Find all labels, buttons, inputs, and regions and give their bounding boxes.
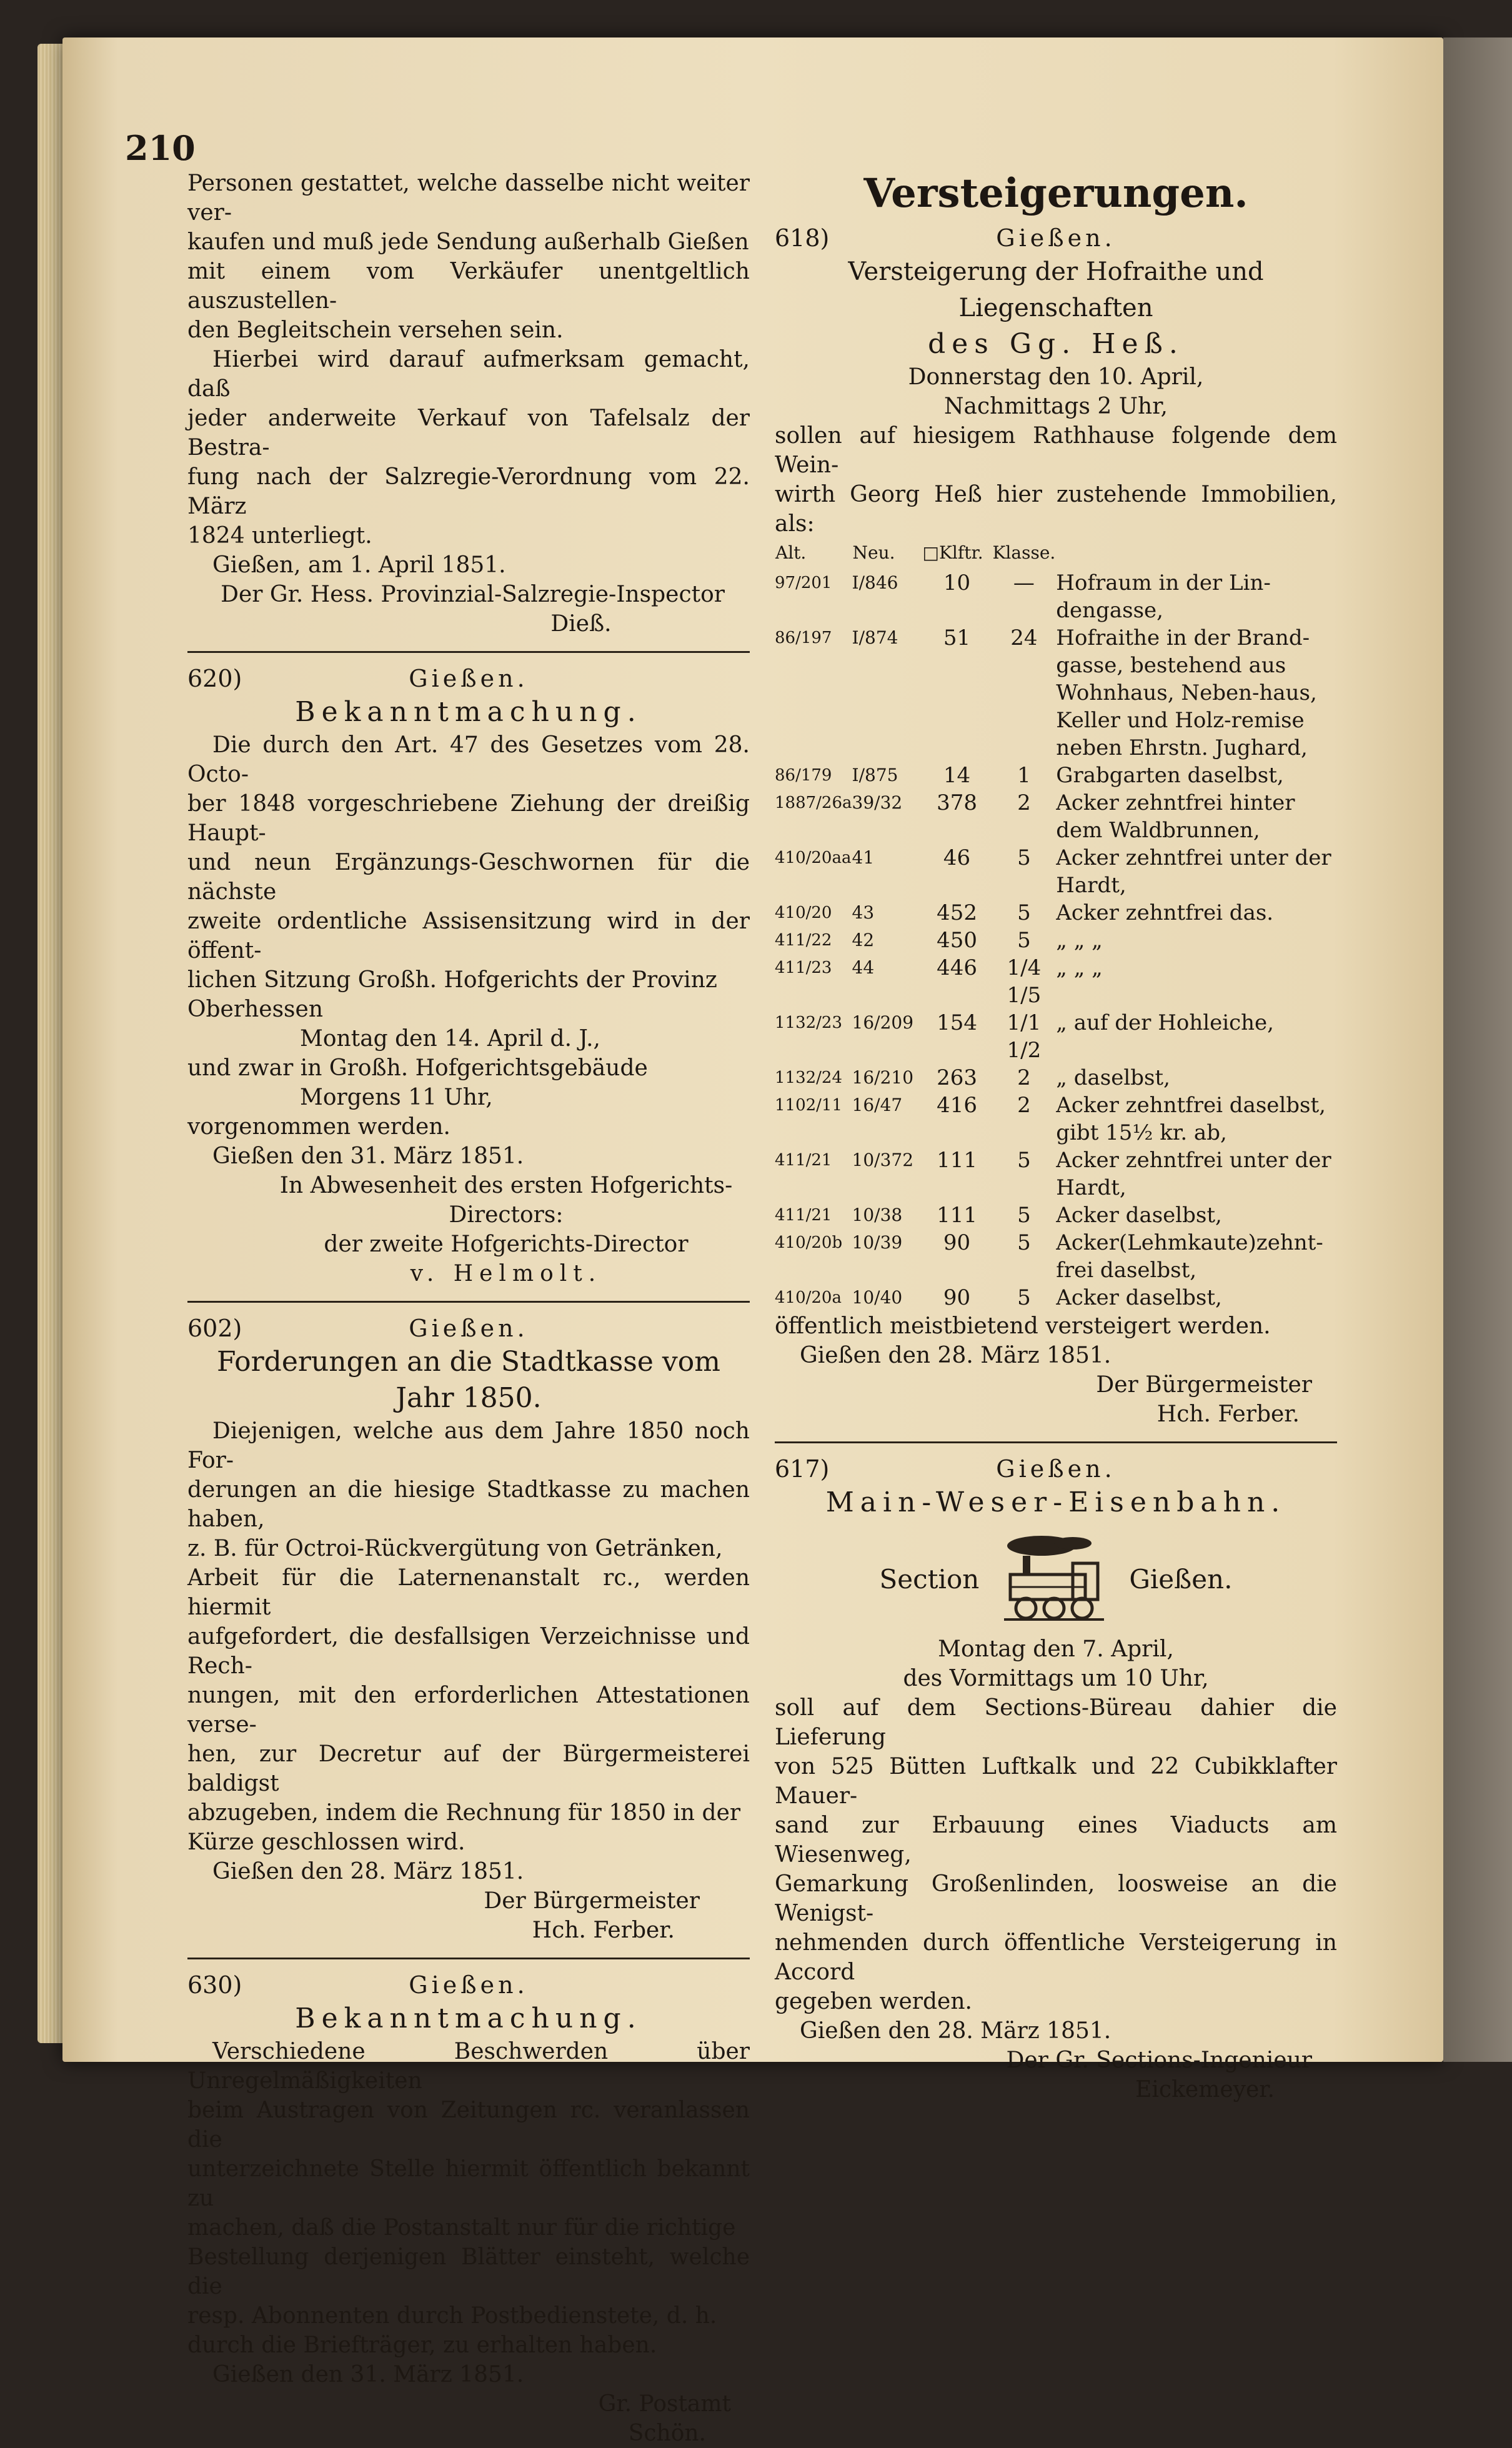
- column-header: □Klftr.: [922, 542, 983, 563]
- table-cell-klasse: 5: [1017, 845, 1031, 870]
- table-cell-desc: Acker zehntfrei unter der Hardt,: [1056, 1148, 1331, 1200]
- table-cell-desc: Acker zehntfrei hinter dem Waldbrunnen,: [1056, 790, 1295, 843]
- text-line: den Begleitschein versehen sein.: [187, 317, 564, 343]
- table-cell-klasse: 5: [1017, 1230, 1031, 1255]
- table-cell-kl: 14: [943, 763, 971, 788]
- table-cell-klasse: 5: [1017, 900, 1031, 925]
- text-line: Morgens 11 Uhr,: [300, 1085, 493, 1110]
- table-cell-kl: 90: [943, 1285, 971, 1310]
- section-label-left: Section: [879, 1563, 980, 1595]
- notice-number: 617): [775, 1455, 830, 1483]
- text-line: ber 1848 vorgeschriebene Ziehung der dreißig Haupt-: [187, 791, 750, 846]
- signature: der zweite Hofgerichts-Director: [324, 1231, 689, 1257]
- table-row: [775, 569, 1337, 624]
- notice-title: Bekanntmachung.: [295, 696, 642, 728]
- table-cell-neu: 10/38: [852, 1205, 903, 1225]
- signature: Der Bürgermeister: [1096, 1372, 1312, 1398]
- table-cell-klasse: 1/4 1/5: [1007, 955, 1042, 1008]
- table-cell-alt: 411/21: [775, 1206, 832, 1225]
- signature: Der Gr. Hess. Provinzial-Salzregie-Inspector: [221, 582, 725, 607]
- signature: Der Gr. Sections-Ingenieur: [1006, 2047, 1312, 2073]
- table-cell-neu: 10/372: [852, 1150, 914, 1170]
- table-cell-alt: 411/23: [775, 958, 832, 977]
- text-line: Donnerstag den 10. April,: [908, 364, 1204, 390]
- text-line: gegeben werden.: [775, 1989, 972, 2014]
- table-row: [775, 844, 1337, 899]
- text-line: derungen an die hiesige Stadtkasse zu machen haben,: [187, 1477, 750, 1532]
- table-cell-neu: 43: [852, 902, 875, 923]
- text-line: hen, zur Decretur auf der Bürgermeisterei baldigst: [187, 1741, 750, 1796]
- table-cell-desc: Acker daselbst,: [1056, 1285, 1222, 1310]
- table-cell-desc: Hofraithe in der Brand-gasse, bestehend aus Wohnhaus, Neben-haus, Keller und Holz-remise neben Ehrstn. Jughard,: [1056, 625, 1317, 760]
- text-line: sand zur Erbauung eines Viaducts am Wiesenweg,: [775, 1813, 1337, 1868]
- table-cell-alt: 410/20a: [775, 1288, 842, 1307]
- divider: [775, 1441, 1337, 1443]
- table-row: [775, 1202, 1337, 1229]
- table-cell-desc: „ „ „: [1056, 928, 1103, 953]
- table-cell-kl: 46: [943, 845, 971, 870]
- divider: [187, 1301, 750, 1303]
- text-line: beim Austragen von Zeitungen rc. veranlassen die: [187, 2097, 750, 2152]
- date-line: Gießen den 31. März 1851.: [212, 1143, 524, 1169]
- text-line: des Vormittags um 10 Uhr,: [903, 1666, 1209, 1691]
- notice-title: des Gg. Heß.: [928, 328, 1184, 360]
- table-cell-alt: 411/21: [775, 1151, 832, 1170]
- table-cell-neu: 10/39: [852, 1232, 903, 1253]
- notice-header: [187, 1969, 750, 2001]
- table-cell-neu: 42: [852, 930, 875, 950]
- table-cell-neu: 16/47: [852, 1095, 903, 1115]
- table-cell-desc: Hofraum in der Lin-dengasse,: [1056, 570, 1271, 623]
- signature: Directors:: [449, 1202, 564, 1228]
- column-header: Neu.: [852, 542, 895, 563]
- table-cell-kl: 450: [937, 928, 977, 953]
- table-cell-desc: Acker zehntfrei unter der Hardt,: [1056, 845, 1331, 898]
- table-cell-desc: Acker zehntfrei daselbst, gibt 15½ kr. ab,: [1056, 1093, 1326, 1145]
- table-cell-neu: 16/210: [852, 1067, 914, 1088]
- text-line: sollen auf hiesigem Rathhause folgende dem Wein-: [775, 423, 1337, 478]
- table-row: [775, 1147, 1337, 1202]
- table-row: [775, 762, 1337, 789]
- table-cell-klasse: 2: [1017, 1093, 1031, 1118]
- column-header: Klasse.: [992, 542, 1056, 563]
- text-line: wirth Georg Heß hier zustehende Immobilien, als:: [775, 482, 1337, 537]
- table-cell-klasse: 1: [1017, 763, 1031, 788]
- text-line: und zwar in Großh. Hofgerichtsgebäude: [187, 1055, 648, 1081]
- signature-name: v. Helmolt.: [410, 1261, 602, 1286]
- notice-place: Gießen.: [409, 1315, 529, 1342]
- table-cell-alt: 1887/26a: [775, 794, 852, 812]
- table-cell-kl: 446: [937, 955, 977, 980]
- notice-header: [187, 663, 750, 694]
- date-line: Gießen, am 1. April 1851.: [212, 552, 506, 578]
- table-cell-kl: 111: [937, 1148, 977, 1173]
- signature-name: Dieß.: [550, 611, 612, 637]
- notice-header: [775, 1453, 1337, 1485]
- signature-name: Hch. Ferber.: [532, 1918, 675, 1943]
- table-cell-neu: I/846: [852, 572, 898, 593]
- table-row: [775, 954, 1337, 1009]
- signature-name: Hch. Ferber.: [1156, 1401, 1300, 1427]
- table-cell-neu: 41: [852, 847, 875, 868]
- notice-title: Jahr 1850.: [395, 1382, 542, 1414]
- notice-number: 630): [187, 1971, 242, 1999]
- text-line: abzugeben, indem die Rechnung für 1850 in der: [187, 1800, 741, 1826]
- signature: In Abwesenheit des ersten Hofgerichts-: [279, 1173, 733, 1198]
- table-cell-klasse: 5: [1017, 1148, 1031, 1173]
- page-number: 210: [125, 128, 196, 168]
- table-header-row: [775, 539, 1337, 569]
- property-table: [775, 539, 1337, 1311]
- table-cell-klasse: 24: [1010, 625, 1038, 650]
- notice-title: Versteigerung der Hofraithe und Liegenschaften: [848, 257, 1264, 322]
- table-cell-klasse: 5: [1017, 1285, 1031, 1310]
- text-line: Diejenigen, welche aus dem Jahre 1850 noch For-: [187, 1418, 750, 1473]
- text-line: Arbeit für die Laternenanstalt rc., werden hiermit: [187, 1565, 750, 1620]
- table-cell-desc: Grabgarten daselbst,: [1056, 763, 1284, 788]
- table-row: [775, 927, 1337, 954]
- date-line: Gießen den 28. März 1851.: [800, 1343, 1112, 1368]
- text-line: Montag den 7. April,: [938, 1636, 1174, 1662]
- table-cell-klasse: 2: [1017, 1065, 1031, 1090]
- table-cell-klasse: 5: [1017, 928, 1031, 953]
- table-cell-alt: 410/20aa: [775, 848, 852, 867]
- divider: [187, 1958, 750, 1959]
- table-cell-alt: 97/201: [775, 574, 832, 592]
- text-line: Die durch den Art. 47 des Gesetzes vom 28. Octo-: [187, 732, 750, 787]
- table-cell-neu: 44: [852, 957, 875, 978]
- text-line: vorgenommen werden.: [187, 1114, 450, 1140]
- table-cell-neu: 10/40: [852, 1287, 903, 1308]
- text-line: soll auf dem Sections-Büreau dahier die Lieferung: [775, 1695, 1337, 1750]
- left-column: [187, 169, 750, 2448]
- table-cell-klasse: 5: [1017, 1203, 1031, 1228]
- table-cell-kl: 51: [943, 625, 971, 650]
- table-row: [775, 1064, 1337, 1092]
- text-line: durch die Briefträger, zu erhalten haben.: [187, 2332, 657, 2358]
- table-cell-desc: „ „ „: [1056, 955, 1103, 980]
- property-rows: [775, 569, 1337, 1311]
- text-line: Kürze geschlossen wird.: [187, 1829, 465, 1855]
- signature-name: Schön.: [628, 2421, 706, 2446]
- table-cell-klasse: —: [1013, 570, 1035, 595]
- text-line: aufgefordert, die desfallsigen Verzeichnisse und Rech-: [187, 1624, 750, 1679]
- notice-title: Main-Weser-Eisenbahn.: [825, 1486, 1286, 1518]
- locomotive-icon: [998, 1532, 1110, 1626]
- section-logo: [775, 1532, 1337, 1626]
- text-line: Nachmittags 2 Uhr,: [944, 394, 1168, 419]
- table-cell-desc: Acker daselbst,: [1056, 1203, 1222, 1228]
- notice-place: Gießen.: [996, 1455, 1116, 1483]
- table-row: [775, 1092, 1337, 1147]
- text-line: nungen, mit den erforderlichen Attestationen verse-: [187, 1683, 750, 1738]
- text-line: unterzeichnete Stelle hiermit öffentlich bekannt zu: [187, 2156, 750, 2211]
- signature: Der Bürgermeister: [484, 1888, 700, 1914]
- table-cell-alt: 86/179: [775, 766, 832, 785]
- notice-place: Gießen.: [409, 665, 529, 692]
- table-cell-desc: Acker(Lehmkaute)zehnt-frei daselbst,: [1056, 1230, 1323, 1283]
- table-row: [775, 789, 1337, 844]
- table-row: [775, 624, 1337, 762]
- text-line: z. B. für Octroi-Rückvergütung von Getränken,: [187, 1536, 723, 1561]
- table-row: [775, 899, 1337, 927]
- table-cell-alt: 1102/11: [775, 1096, 843, 1115]
- text-line: Montag den 14. April d. J.,: [300, 1026, 600, 1052]
- table-cell-alt: 1132/24: [775, 1068, 843, 1087]
- table-cell-kl: 154: [937, 1010, 977, 1035]
- text-line: lichen Sitzung Großh. Hofgerichts der Provinz: [187, 967, 717, 993]
- section-heading: Versteigerungen.: [863, 170, 1248, 217]
- table-cell-kl: 111: [937, 1203, 977, 1228]
- table-cell-kl: 10: [943, 570, 971, 595]
- divider: [187, 651, 750, 653]
- table-cell-neu: 39/32: [852, 792, 903, 813]
- table-cell-alt: 86/197: [775, 629, 832, 647]
- text-line: Hierbei wird darauf aufmerksam gemacht, daß: [187, 347, 750, 402]
- text-line: von 525 Bütten Luftkalk und 22 Cubikklafter Mauer-: [775, 1754, 1337, 1809]
- text-line: 1824 unterliegt.: [187, 523, 372, 549]
- text-line: zweite ordentliche Assisensitzung wird in der öffent-: [187, 908, 750, 963]
- table-cell-alt: 410/20: [775, 903, 832, 922]
- signature: Gr. Postamt: [598, 2391, 731, 2417]
- right-column: [775, 169, 1337, 2104]
- text-line: Bestellung derjenigen Blätter einsteht, welche die: [187, 2244, 750, 2299]
- date-line: Gießen den 28. März 1851.: [800, 2018, 1112, 2044]
- table-cell-desc: „ auf der Hohleiche,: [1056, 1010, 1274, 1035]
- notice-number: 620): [187, 665, 242, 692]
- date-line: Gießen den 28. März 1851.: [212, 1859, 524, 1884]
- text-line: Personen gestattet, welche dasselbe nicht weiter ver-: [187, 171, 750, 226]
- text-line: jeder anderweite Verkauf von Tafelsalz der Bestra-: [187, 406, 750, 460]
- text-line: resp. Abonnenten durch Postbedienstete, d. h.: [187, 2303, 717, 2329]
- text-line: und neun Ergänzungs-Geschwornen für die nächste: [187, 850, 750, 905]
- table-cell-neu: I/875: [852, 765, 898, 785]
- text-line: Gemarkung Großenlinden, loosweise an die Wenigst-: [775, 1871, 1337, 1926]
- table-cell-kl: 452: [937, 900, 977, 925]
- notice-place: Gießen.: [996, 224, 1116, 252]
- notice-header: [775, 222, 1337, 254]
- notice-header: [187, 1313, 750, 1344]
- text-line: machen, daß die Postanstalt nur für die richtige: [187, 2215, 736, 2241]
- table-cell-kl: 378: [937, 790, 977, 815]
- table-cell-neu: I/874: [852, 627, 898, 648]
- text-line: öffentlich meistbietend versteigert werden.: [775, 1313, 1271, 1339]
- table-cell-klasse: 1/1 1/2: [1007, 1010, 1042, 1063]
- text-line: mit einem vom Verkäufer unentgeltlich auszustellen-: [187, 259, 750, 314]
- signature-name: Eickemeyer.: [1135, 2077, 1275, 2102]
- notice-title: Bekanntmachung.: [295, 2003, 642, 2034]
- table-cell-kl: 263: [937, 1065, 977, 1090]
- date-line: Gießen den 31. März 1851.: [212, 2362, 524, 2387]
- table-cell-klasse: 2: [1017, 790, 1031, 815]
- table-row: [775, 1229, 1337, 1284]
- table-cell-neu: 16/209: [852, 1012, 914, 1033]
- text-line: Verschiedene Beschwerden über Unregelmäßigkeiten: [187, 2039, 750, 2094]
- notice-number: 602): [187, 1315, 242, 1342]
- text-line: Oberhessen: [187, 997, 324, 1022]
- table-cell-kl: 416: [937, 1093, 977, 1118]
- background-strip: [1443, 37, 1512, 2062]
- text-line: fung nach der Salzregie-Verordnung vom 22. März: [187, 464, 750, 519]
- table-cell-alt: 411/22: [775, 931, 832, 950]
- table-cell-alt: 1132/23: [775, 1013, 843, 1032]
- table-row: [775, 1284, 1337, 1311]
- notice-place: Gießen.: [409, 1971, 529, 1999]
- notice-number: 618): [775, 224, 830, 252]
- section-label-right: Gießen.: [1129, 1563, 1233, 1595]
- table-row: [775, 1009, 1337, 1064]
- table-cell-kl: 90: [943, 1230, 971, 1255]
- text-line: kaufen und muß jede Sendung außerhalb Gießen: [187, 229, 749, 255]
- text-line: nehmenden durch öffentliche Versteigerung in Accord: [775, 1930, 1337, 1985]
- notice-title: Forderungen an die Stadtkasse vom: [217, 1346, 720, 1378]
- table-cell-desc: Acker zehntfrei das.: [1056, 900, 1274, 925]
- table-cell-alt: 410/20b: [775, 1233, 843, 1252]
- column-header: Alt.: [775, 542, 807, 563]
- table-cell-desc: „ daselbst,: [1056, 1065, 1170, 1090]
